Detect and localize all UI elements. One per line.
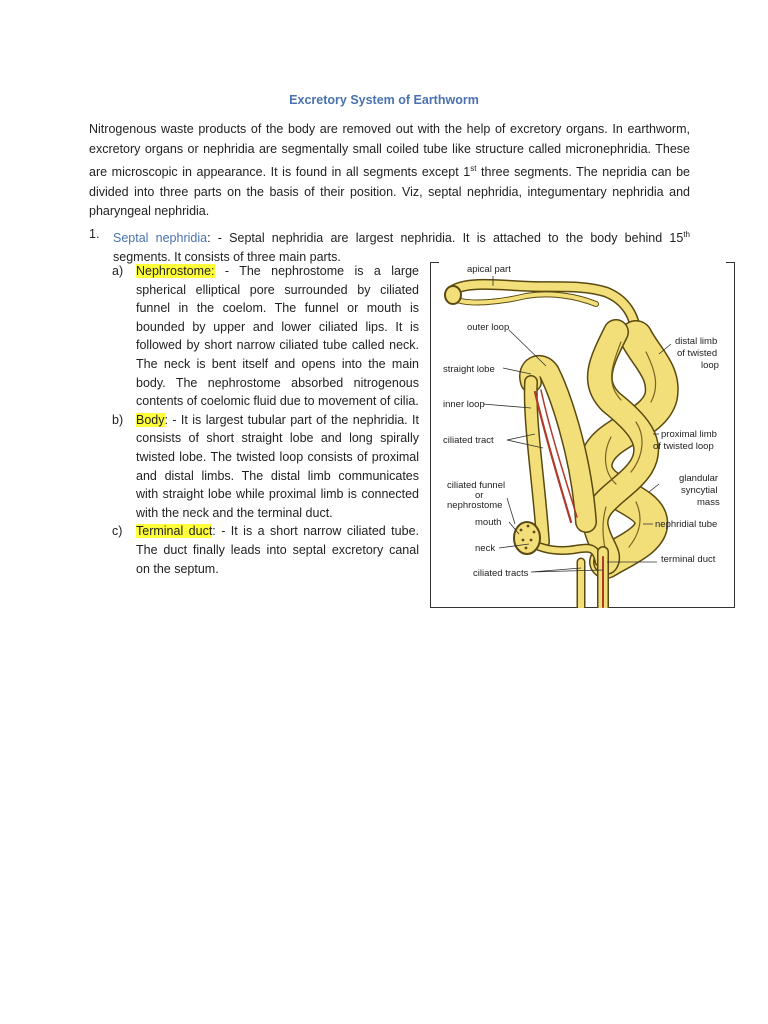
label-proximal-limb-line1: proximal limb bbox=[661, 429, 717, 440]
label-apical-part: apical part bbox=[467, 264, 511, 275]
label-glandular-line3: mass bbox=[697, 497, 720, 508]
label-ciliated-tracts: ciliated tracts bbox=[473, 568, 529, 579]
subsection-text: - The nephrostome is a large spherical elliptical pore surrounded by ciliated funnel in the coelom. The funnel or mouth is bounded by upper and lower ciliated lips. It is followed by short narrow ciliated tube called neck. The neck is bent itself and opens into the main body. The nephrostome absorbed nitrogenous contents of coelomic fluid due to movement of cilia. bbox=[136, 264, 419, 409]
section-superscript: th bbox=[683, 230, 690, 239]
subsection-nephrostome bbox=[112, 262, 419, 411]
label-ciliated-funnel-line1: ciliated funnel bbox=[447, 480, 506, 491]
subsection-terminal-duct bbox=[112, 522, 419, 578]
label-ciliated-funnel-line3: nephrostome bbox=[447, 500, 503, 511]
subsection-term: Body bbox=[136, 412, 165, 427]
subsection-text: : - It is a short narrow ciliated tube. The duct finally leads into septal excretory canal on the septum. bbox=[136, 524, 419, 576]
label-ciliated-funnel-line2: or bbox=[475, 490, 484, 501]
subsection-letter: a) bbox=[112, 264, 124, 278]
subsection-body bbox=[112, 411, 419, 523]
intro-paragraph bbox=[89, 120, 690, 222]
nephridium-diagram bbox=[431, 262, 736, 608]
subsection-term: Terminal duct bbox=[136, 524, 213, 539]
label-outer-loop: outer loop bbox=[467, 322, 510, 333]
apical-tip-shape bbox=[445, 286, 461, 304]
label-straight-lobe: straight lobe bbox=[443, 364, 495, 375]
section-title: Septal nephridia bbox=[113, 231, 208, 246]
subsection-letter: c) bbox=[112, 524, 123, 539]
section-number: 1. bbox=[89, 227, 100, 241]
label-distal-limb-line3: loop bbox=[701, 360, 719, 371]
label-distal-limb-line1: distal limb bbox=[675, 336, 718, 347]
subsection-list bbox=[112, 262, 419, 578]
label-proximal-limb-line2: of twisted loop bbox=[653, 441, 714, 452]
subsection-letter: b) bbox=[112, 412, 124, 427]
section-text-rest: segments. It consists of three main parts. bbox=[113, 250, 341, 265]
subsection-text: : - It is largest tubular part of the nephridia. It consists of short straight lobe and long spirally twisted lobe. The twisted loop consists of proximal and distal limbs. The distal limb communicates with straight lobe while proximal limb is connected with the neck and the terminal duct. bbox=[136, 412, 419, 520]
section-heading bbox=[113, 225, 690, 267]
label-glandular-line1: glandular bbox=[679, 473, 719, 484]
section-septal-nephridia bbox=[89, 225, 690, 267]
section-text: : - Septal nephridia are largest nephridia. It is attached to the body behind 15 bbox=[207, 231, 684, 246]
page-title: Excretory System of Earthworm bbox=[289, 93, 479, 107]
label-mouth: mouth bbox=[475, 517, 502, 528]
label-distal-limb-line2: of twisted bbox=[677, 348, 718, 359]
subsection-term: Nephrostome: bbox=[136, 264, 215, 278]
label-inner-loop: inner loop bbox=[443, 399, 485, 410]
label-terminal-duct: terminal duct bbox=[661, 554, 716, 565]
nephridium-figure bbox=[430, 262, 735, 608]
label-ciliated-tract: ciliated tract bbox=[443, 435, 494, 446]
label-glandular-line2: syncytial bbox=[681, 485, 718, 496]
intro-superscript: st bbox=[470, 164, 477, 173]
intro-text-rest: three segments. The nepridia can be divided into three parts on the basis of their position. Viz, septal nephridia, integumentary nephridia and pharyngeal nephridia. bbox=[89, 165, 691, 219]
intro-text: Nitrogenous waste products of the body are removed out with the help of excretory organs. In earthworm, excretory organs or nephridia are segmentally small coiled tube like structure called micronephridia. These are microscopic in appearance. It is found in all segments except 1 bbox=[89, 122, 690, 180]
label-nephridial-tube: nephridial tube bbox=[655, 519, 718, 530]
label-neck: neck bbox=[475, 543, 496, 554]
